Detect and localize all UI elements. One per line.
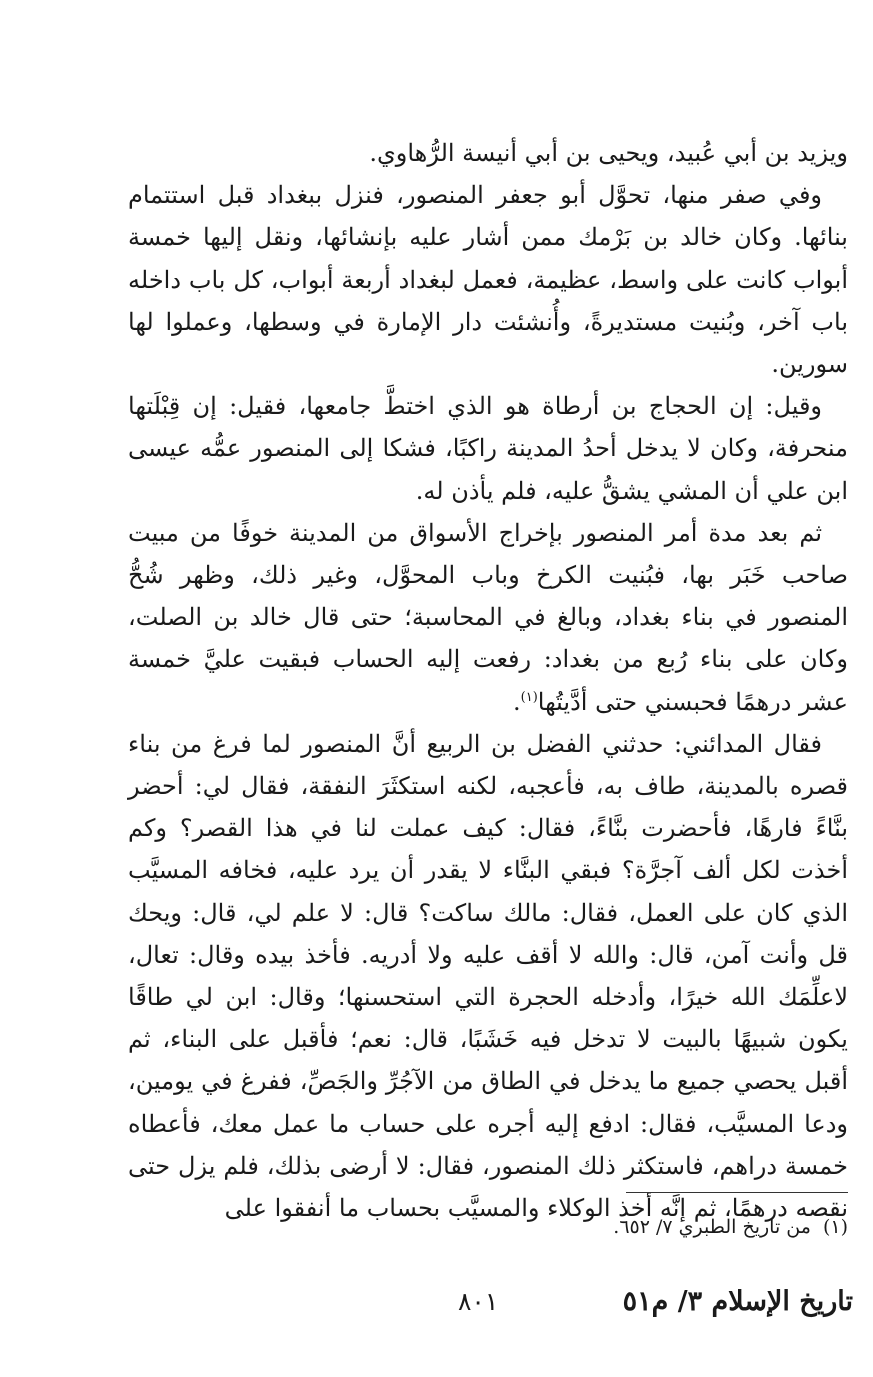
book-signature: تاريخ الإسلام ٣/ م٥١ [622,1286,853,1317]
paragraph-continuation: ويزيد بن أبي عُبيد، ويحيى بن أبي أنيسة الرُّهاوي. [369,139,848,167]
page-footer [0,1282,873,1322]
footnote-text: من تاريخ الطبري ٧/ ٦٥٢. [613,1216,811,1238]
footnote [128,1212,848,1242]
footnote-divider [626,1192,848,1193]
paragraph-markets-text: ثم بعد مدة أمر المنصور بإخراج الأسواق من المدينة خوفًا من مبيت صاحب خَبَر بها، فبُنيت الكرخ وباب المحوَّل، وغير ذلك، وظهر شُحُّ المنصور في بناء بغداد، وبالغ في المحاسبة؛ حتى قال خالد بن الصلت، وكان على بناء رُبع من بغداد: رفعت إليه الحساب فبقيت عليَّ خمسة عشر درهمًا فحبسني حتى أدَّيتُها [128,518,848,716]
paragraph-baghdad-move: وفي صفر منها، تحوَّل أبو جعفر المنصور، فنزل ببغداد قبل استتمام بنائها. وكان خالد بن بَرْمك ممن أشار عليه بإنشائها، ونقل إليها خمسة أبواب كانت على واسط، عظيمة، فعمل لبغداد أربعة أبواب، كل باب داخله باب آخر، وبُنيت مستديرةً، وأُنشئت دار الإمارة في وسطها، وعملوا لها سورين. [128,181,849,379]
main-text [128,132,848,1229]
paragraph-mosque: وقيل: إن الحجاج بن أرطاة هو الذي اختطَّ جامعها، فقيل: إن قِبْلَتها منحرفة، وكان لا يدخل أحدُ المدينة راكبًا، فشكا إلى المنصور عمُّه عيسى ابن علي أن المشي يشقُّ عليه، فلم يأذن له. [128,392,848,505]
footnote-reference[interactable]: (١) [520,689,538,705]
footnote-number: (١) [822,1216,848,1238]
page-number: ٨٠١ [458,1287,499,1316]
paragraph-madaini: فقال المدائني: حدثني الفضل بن الربيع أنَّ المنصور لما فرغ من بناء قصره بالمدينة، طاف به، فأعجبه، لكنه استكثَرَ النفقة، فقال لي: أحضر بنَّاءً فارهًا، فأحضرت بنَّاءً، فقال: كيف عملت لنا في هذا القصر؟ وكم أخذت لكل ألف آجرَّة؟ فبقي البنَّاء لا يقدر أن يرد عليه، فخافه المسيَّب الذي كان على العمل، فقال: مالك ساكت؟ قال: لا علم لي، قال: ويحك قل وأنت آمن، قال: والله لا أقف عليه ولا أدريه. فأخذ بيده وقال: تعال، لاعلِّمَك الله خيرًا، وأدخله الحجرة التي استحسنها؛ وقال: ابن لي طاقًا يكون شبيهًا بالبيت لا تدخل فيه خَشَبًا، قال: نعم؛ فأقبل على البناء، ثم أقبل يحصي جميع ما يدخل في الطاق من الآجُرِّ والجَصِّ، ففرغ في يومين، ودعا المسيَّب، فقال: ادفع إليه أجره على حساب ما عمل معك، فأعطاه خمسة دراهم، فاستكثر ذلك المنصور، فقال: لا أرضى بذلك، فلم يزل حتى نقصه درهمًا، ثم إنَّه أخذ الوكلاء والمسيَّب بحساب ما أنفقوا على [128,729,849,1223]
paragraph-markets: ثم بعد مدة أمر المنصور بإخراج الأسواق من المدينة خوفًا من مبيت صاحب خَبَر بها، فبُنيت الكرخ وباب المحوَّل، وغير ذلك، وظهر شُحُّ المنصور في بناء بغداد، وبالغ في المحاسبة؛ حتى قال خالد بن الصلت، وكان على بناء رُبع من بغداد: رفعت إليه الحساب فبقيت عليَّ خمسة عشر درهمًا فحبسني حتى أدَّيتُها$^{(١)}$. [128,518,848,716]
